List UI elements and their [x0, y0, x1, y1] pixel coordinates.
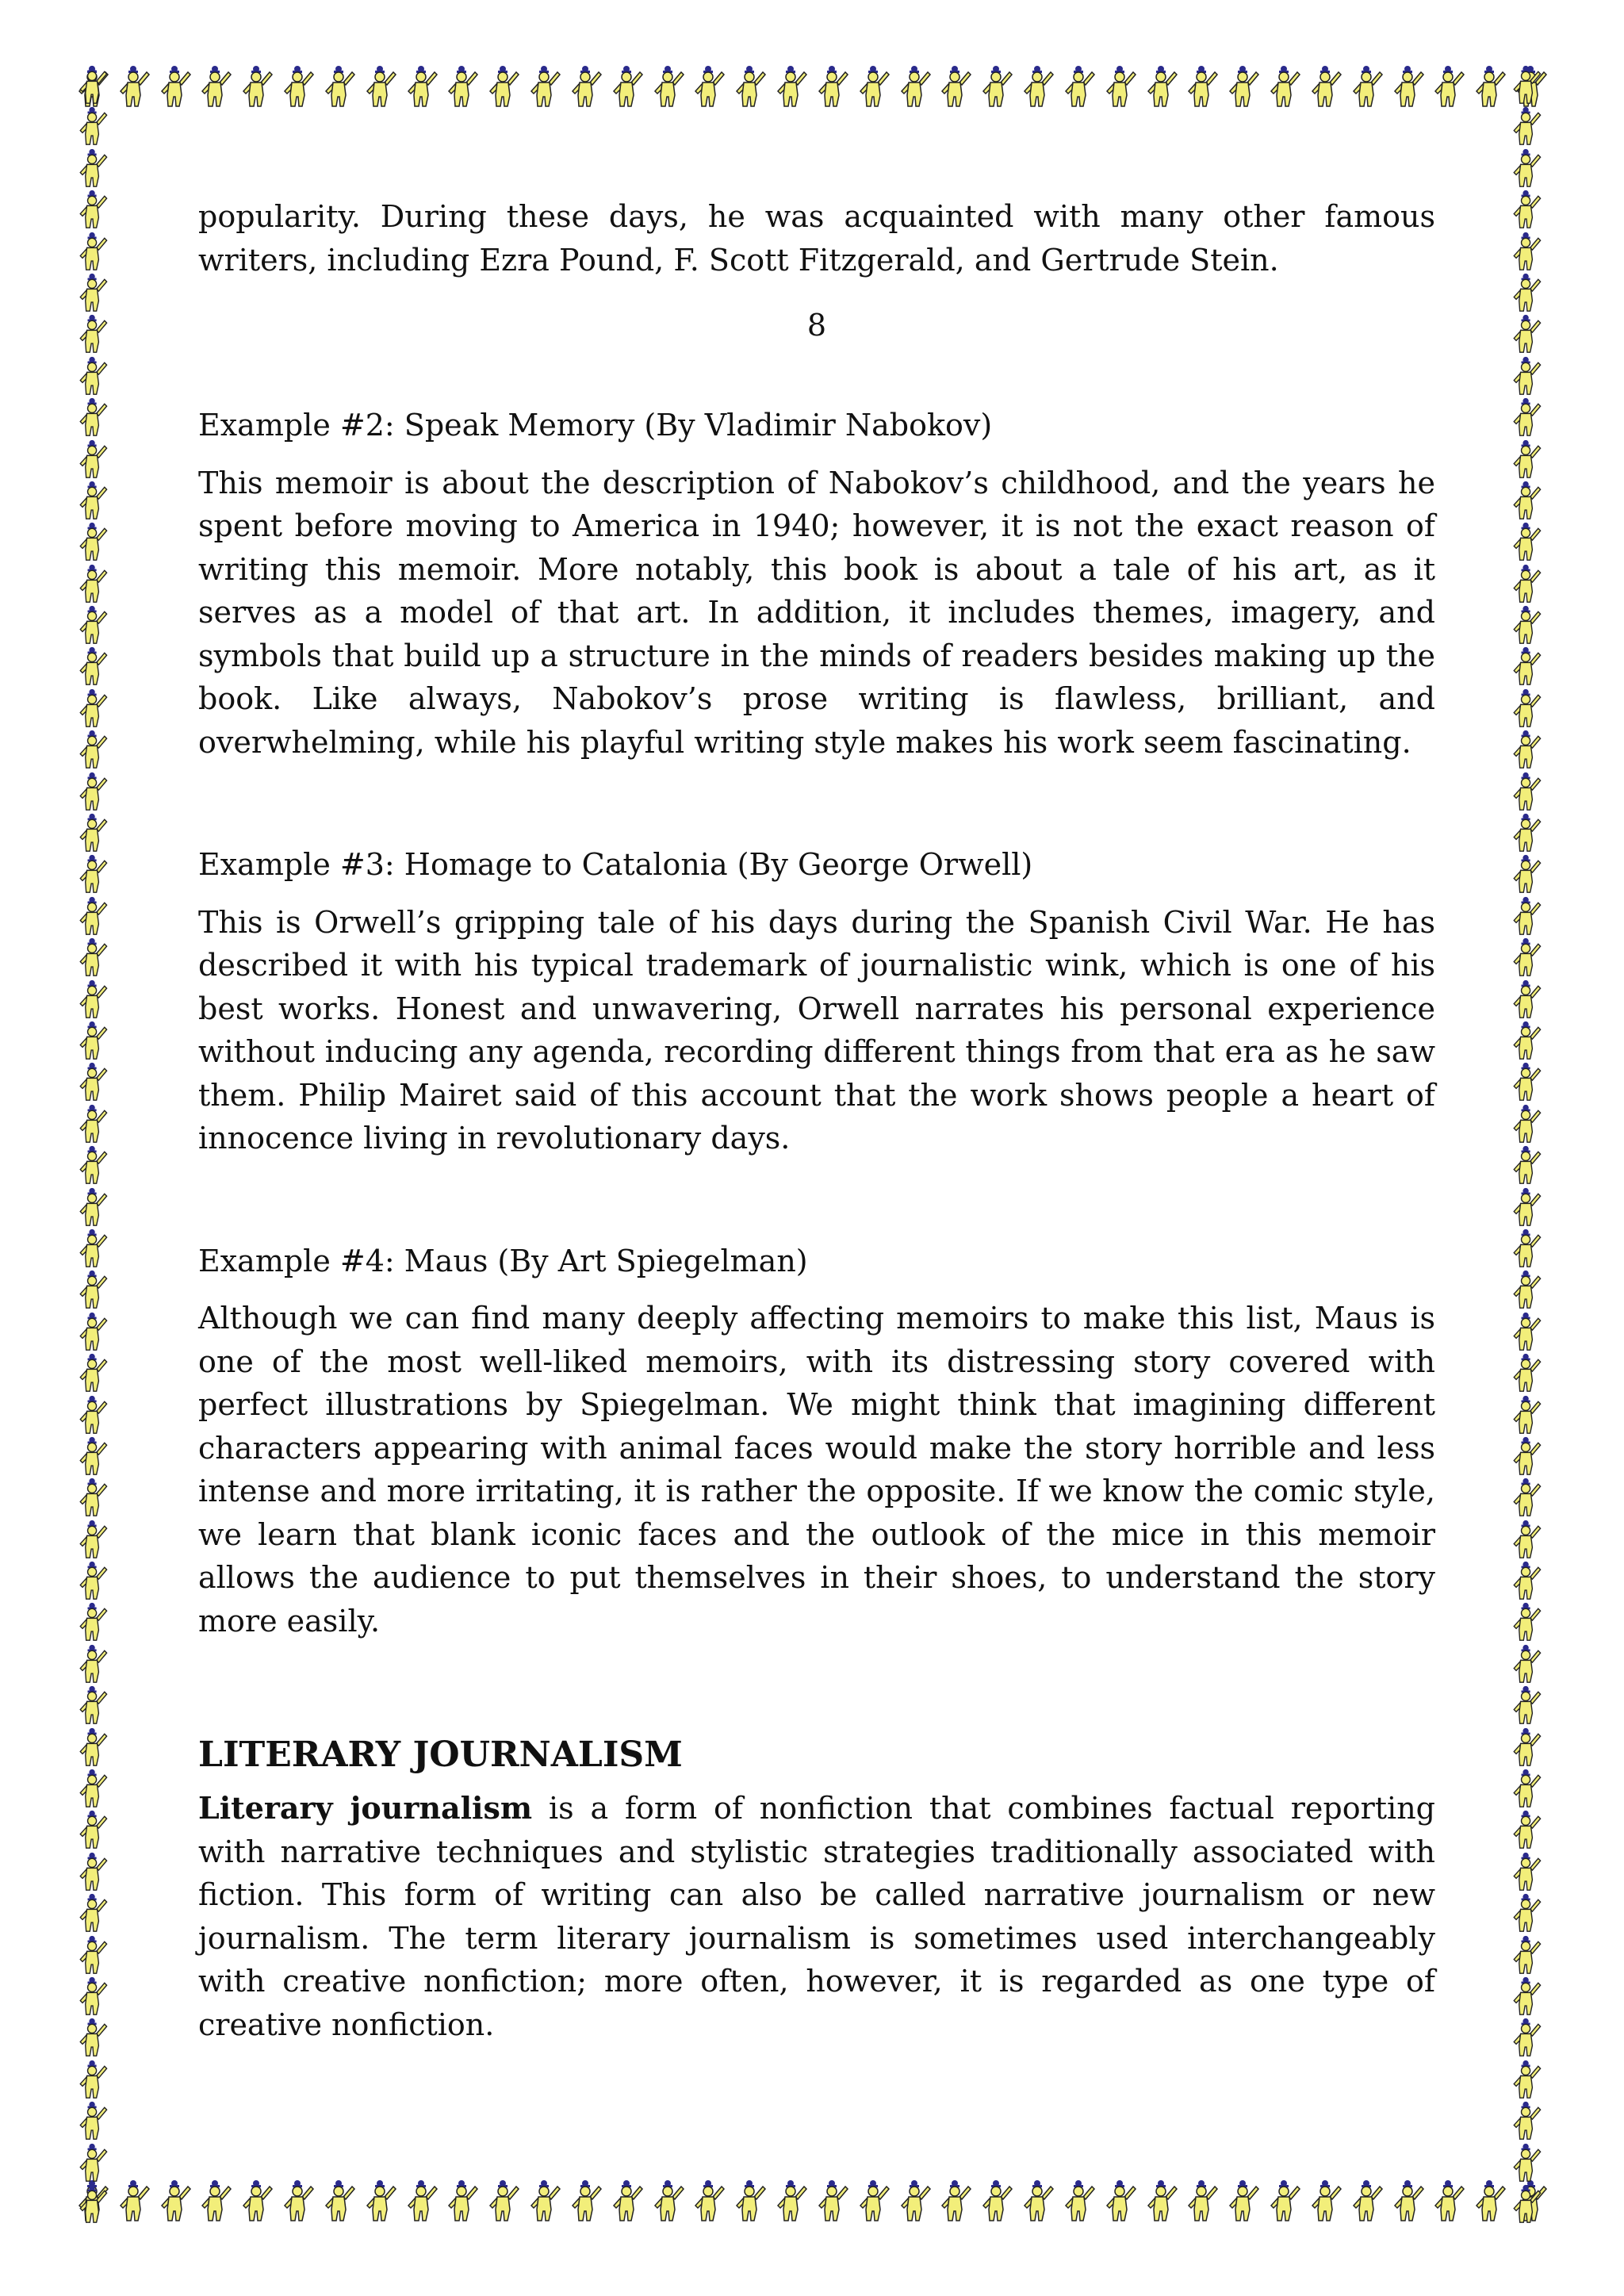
waving-person-icon: [1429, 65, 1469, 108]
waving-person-icon: [1507, 1727, 1546, 1767]
definition-paragraph: [198, 1787, 1435, 2046]
waving-person-icon: [1507, 979, 1546, 1019]
waving-person-icon: [1182, 65, 1222, 108]
waving-person-icon: [73, 1520, 113, 1559]
waving-person-icon: [1507, 1685, 1546, 1725]
waving-person-icon: [73, 730, 113, 769]
waving-person-icon: [73, 1270, 113, 1309]
waving-person-icon: [649, 2179, 688, 2222]
waving-person-icon: [73, 1935, 113, 1975]
waving-person-icon: [73, 522, 113, 562]
waving-person-icon: [1507, 1145, 1546, 1185]
waving-person-icon: [484, 2179, 523, 2222]
waving-person-icon: [73, 1021, 113, 1060]
waving-person-icon: [73, 2060, 113, 2099]
waving-person-icon: [73, 1685, 113, 1725]
waving-person-icon: [278, 65, 318, 108]
waving-person-icon: [73, 1769, 113, 1808]
waving-person-icon: [196, 65, 236, 108]
waving-person-icon: [1018, 65, 1058, 108]
waving-person-icon: [73, 2018, 113, 2057]
waving-person-icon: [1507, 1395, 1546, 1435]
waving-person-icon: [73, 232, 113, 271]
waving-person-icon: [1507, 522, 1546, 562]
waving-person-icon: [1507, 1436, 1546, 1476]
waving-person-icon: [1507, 646, 1546, 686]
waving-person-icon: [320, 2179, 359, 2222]
waving-person-icon: [1507, 1893, 1546, 1933]
waving-person-icon: [1507, 1561, 1546, 1600]
waving-person-icon: [1507, 896, 1546, 936]
waving-person-icon: [1142, 2179, 1182, 2222]
waving-person-icon: [73, 190, 113, 229]
waving-person-icon: [1507, 688, 1546, 728]
waving-person-icon: [1507, 1520, 1546, 1559]
waving-person-icon: [566, 2179, 606, 2222]
waving-person-icon: [1507, 813, 1546, 853]
waving-person-icon: [1507, 730, 1546, 769]
border-top: [73, 65, 1551, 109]
waving-person-icon: [1507, 1644, 1546, 1684]
waving-person-icon: [689, 65, 729, 108]
waving-person-icon: [73, 1893, 113, 1933]
waving-person-icon: [442, 65, 482, 108]
waving-person-icon: [730, 2179, 770, 2222]
waving-person-icon: [1507, 1602, 1546, 1642]
waving-person-icon: [1507, 772, 1546, 811]
defined-term: Literary journalism: [198, 1790, 533, 1826]
waving-person-icon: [73, 273, 113, 312]
waving-person-icon: [1507, 2101, 1546, 2141]
waving-person-icon: [1507, 854, 1546, 894]
waving-person-icon: [73, 1395, 113, 1435]
waving-person-icon: [1507, 190, 1546, 229]
waving-person-icon: [1182, 2179, 1222, 2222]
page-content: [198, 195, 1435, 2046]
waving-person-icon: [73, 1062, 113, 1102]
waving-person-icon: [854, 65, 894, 108]
waving-person-icon: [977, 65, 1017, 108]
waving-person-icon: [73, 397, 113, 437]
waving-person-icon: [73, 979, 113, 1019]
waving-person-icon: [1507, 1769, 1546, 1808]
section-heading: LITERARY JOURNALISM: [198, 1734, 683, 1775]
waving-person-icon: [1507, 356, 1546, 396]
waving-person-icon: [73, 772, 113, 811]
waving-person-icon: [607, 65, 647, 108]
waving-person-icon: [1507, 106, 1546, 146]
waving-person-icon: [1507, 1312, 1546, 1351]
waving-person-icon: [278, 2179, 318, 2222]
waving-person-icon: [1507, 397, 1546, 437]
waving-person-icon: [772, 2179, 811, 2222]
example-title: Example #3: Homage to Catalonia (By George Orwell): [198, 847, 1033, 882]
waving-person-icon: [155, 2179, 195, 2222]
border-bottom: [73, 2179, 1551, 2224]
waving-person-icon: [1507, 314, 1546, 354]
waving-person-icon: [73, 1852, 113, 1892]
waving-person-icon: [1347, 65, 1387, 108]
waving-person-icon: [525, 2179, 565, 2222]
waving-person-icon: [1470, 2179, 1510, 2222]
waving-person-icon: [1388, 2179, 1428, 2222]
waving-person-icon: [73, 854, 113, 894]
waving-person-icon: [1507, 564, 1546, 604]
waving-person-icon: [1429, 2179, 1469, 2222]
example-body: Although we can find many deeply affecting memoirs to make this list, Maus is one of the most well-liked memoirs, with its distressing story covered with perfect illustrations by Spiegelman. We might think that imagining different characters appearing with animal faces would make the story horrible and less intense and more irritating, it is rather the opposite. If we know the comic style, we learn that blank iconic faces and the outlook of the mice in this memoir allows the audience to put themselves in their shoes, to understand the story more easily.: [198, 1301, 1435, 1639]
waving-person-icon: [649, 65, 688, 108]
waving-person-icon: [1507, 937, 1546, 977]
waving-person-icon: [1265, 65, 1304, 108]
waving-person-icon: [1507, 2184, 1546, 2224]
waving-person-icon: [73, 2101, 113, 2141]
waving-person-icon: [1306, 2179, 1346, 2222]
waving-person-icon: [895, 65, 935, 108]
waving-person-icon: [1018, 2179, 1058, 2222]
definition-text: is a form of nonfiction that combines factual reporting with narrative techniques and stylistic strategies traditionally associated with fiction. This form of writing can also be called narrative journalism or new journalism. The term literary journalism is sometimes used interchangeably with creative nonfiction; more often, however, it is regarded as one type of creative nonfiction.: [198, 1791, 1436, 2042]
waving-person-icon: [1101, 2179, 1140, 2222]
waving-person-icon: [73, 1104, 113, 1144]
waving-person-icon: [977, 2179, 1017, 2222]
waving-person-icon: [114, 65, 154, 108]
waving-person-icon: [196, 2179, 236, 2222]
waving-person-icon: [73, 1976, 113, 2016]
waving-person-icon: [114, 2179, 154, 2222]
waving-person-icon: [73, 2184, 113, 2224]
waving-person-icon: [1059, 2179, 1099, 2222]
waving-person-icon: [1507, 232, 1546, 271]
waving-person-icon: [1142, 65, 1182, 108]
waving-person-icon: [237, 2179, 277, 2222]
waving-person-icon: [73, 439, 113, 479]
waving-person-icon: [1507, 439, 1546, 479]
waving-person-icon: [1470, 65, 1510, 108]
waving-person-icon: [73, 1353, 113, 1393]
waving-person-icon: [1507, 1228, 1546, 1268]
waving-person-icon: [442, 2179, 482, 2222]
waving-person-icon: [1388, 65, 1428, 108]
waving-person-icon: [73, 314, 113, 354]
waving-person-icon: [237, 65, 277, 108]
waving-person-icon: [936, 2179, 975, 2222]
waving-person-icon: [854, 2179, 894, 2222]
waving-person-icon: [1507, 1353, 1546, 1393]
waving-person-icon: [1507, 1935, 1546, 1975]
waving-person-icon: [73, 896, 113, 936]
waving-person-icon: [607, 2179, 647, 2222]
waving-person-icon: [1507, 1104, 1546, 1144]
waving-person-icon: [813, 65, 852, 108]
waving-person-icon: [525, 65, 565, 108]
waving-person-icon: [73, 813, 113, 853]
waving-person-icon: [73, 1228, 113, 1268]
waving-person-icon: [73, 356, 113, 396]
waving-person-icon: [566, 65, 606, 108]
waving-person-icon: [73, 106, 113, 146]
waving-person-icon: [484, 65, 523, 108]
waving-person-icon: [73, 481, 113, 520]
waving-person-icon: [73, 1478, 113, 1517]
waving-person-icon: [1507, 273, 1546, 312]
waving-person-icon: [73, 1644, 113, 1684]
waving-person-icon: [1347, 2179, 1387, 2222]
waving-person-icon: [1507, 2143, 1546, 2183]
waving-person-icon: [73, 1187, 113, 1227]
example-title: Example #4: Maus (By Art Spiegelman): [198, 1243, 808, 1278]
waving-person-icon: [73, 1436, 113, 1476]
waving-person-icon: [1507, 481, 1546, 520]
waving-person-icon: [813, 2179, 852, 2222]
waving-person-icon: [1507, 2060, 1546, 2099]
waving-person-icon: [402, 65, 442, 108]
waving-person-icon: [1507, 2018, 1546, 2057]
waving-person-icon: [73, 65, 113, 105]
waving-person-icon: [1507, 1062, 1546, 1102]
waving-person-icon: [73, 1602, 113, 1642]
waving-person-icon: [730, 65, 770, 108]
waving-person-icon: [895, 2179, 935, 2222]
waving-person-icon: [1101, 65, 1140, 108]
waving-person-icon: [73, 688, 113, 728]
border-left: [73, 65, 117, 2224]
waving-person-icon: [689, 2179, 729, 2222]
waving-person-icon: [1265, 2179, 1304, 2222]
waving-person-icon: [73, 646, 113, 686]
continued-paragraph: popularity. During these days, he was acquainted with many other famous writers, including Ezra Pound, F. Scott Fitzgerald, and Gertrude Stein.: [198, 199, 1435, 278]
waving-person-icon: [1507, 65, 1546, 105]
waving-person-icon: [320, 65, 359, 108]
example-body: This memoir is about the description of Nabokov’s childhood, and the years he spent before moving to America in 1940; however, it is not the exact reason of writing this memoir. More notably, this book is about a tale of his art, as it serves as a model of that art. In addition, it includes themes, imagery, and symbols that build up a structure in the minds of readers besides making up the book. Like always, Nabokov’s prose writing is flawless, brilliant, and overwhelming, while his playful writing style makes his work seem fascinating.: [198, 465, 1435, 760]
example-title: Example #2: Speak Memory (By Vladimir Nabokov): [198, 408, 993, 443]
waving-person-icon: [73, 1561, 113, 1600]
waving-person-icon: [73, 605, 113, 645]
waving-person-icon: [73, 1145, 113, 1185]
waving-person-icon: [73, 564, 113, 604]
waving-person-icon: [73, 1727, 113, 1767]
waving-person-icon: [1507, 1270, 1546, 1309]
waving-person-icon: [1507, 1852, 1546, 1892]
waving-person-icon: [1507, 1976, 1546, 2016]
waving-person-icon: [73, 2143, 113, 2183]
waving-person-icon: [1507, 1478, 1546, 1517]
waving-person-icon: [361, 2179, 400, 2222]
waving-person-icon: [1507, 605, 1546, 645]
waving-person-icon: [1224, 2179, 1263, 2222]
page-number: 8: [806, 308, 827, 343]
waving-person-icon: [1306, 65, 1346, 108]
waving-person-icon: [402, 2179, 442, 2222]
waving-person-icon: [73, 148, 113, 188]
waving-person-icon: [361, 65, 400, 108]
waving-person-icon: [73, 937, 113, 977]
waving-person-icon: [936, 65, 975, 108]
example-body: This is Orwell’s gripping tale of his days during the Spanish Civil War. He has described it with his typical trademark of journalistic wink, which is one of his best works. Honest and unwavering, Orwell narrates his personal experience without inducing any agenda, recording different things from that era as he saw them. Philip Mairet said of this account that the work shows people a heart of innocence living in revolutionary days.: [198, 904, 1435, 1156]
waving-person-icon: [155, 65, 195, 108]
waving-person-icon: [1507, 148, 1546, 188]
waving-person-icon: [73, 1810, 113, 1849]
waving-person-icon: [1507, 1187, 1546, 1227]
waving-person-icon: [73, 1312, 113, 1351]
waving-person-icon: [1507, 1021, 1546, 1060]
waving-person-icon: [772, 65, 811, 108]
waving-person-icon: [1507, 1810, 1546, 1849]
waving-person-icon: [1224, 65, 1263, 108]
waving-person-icon: [1059, 65, 1099, 108]
border-right: [1507, 65, 1551, 2224]
